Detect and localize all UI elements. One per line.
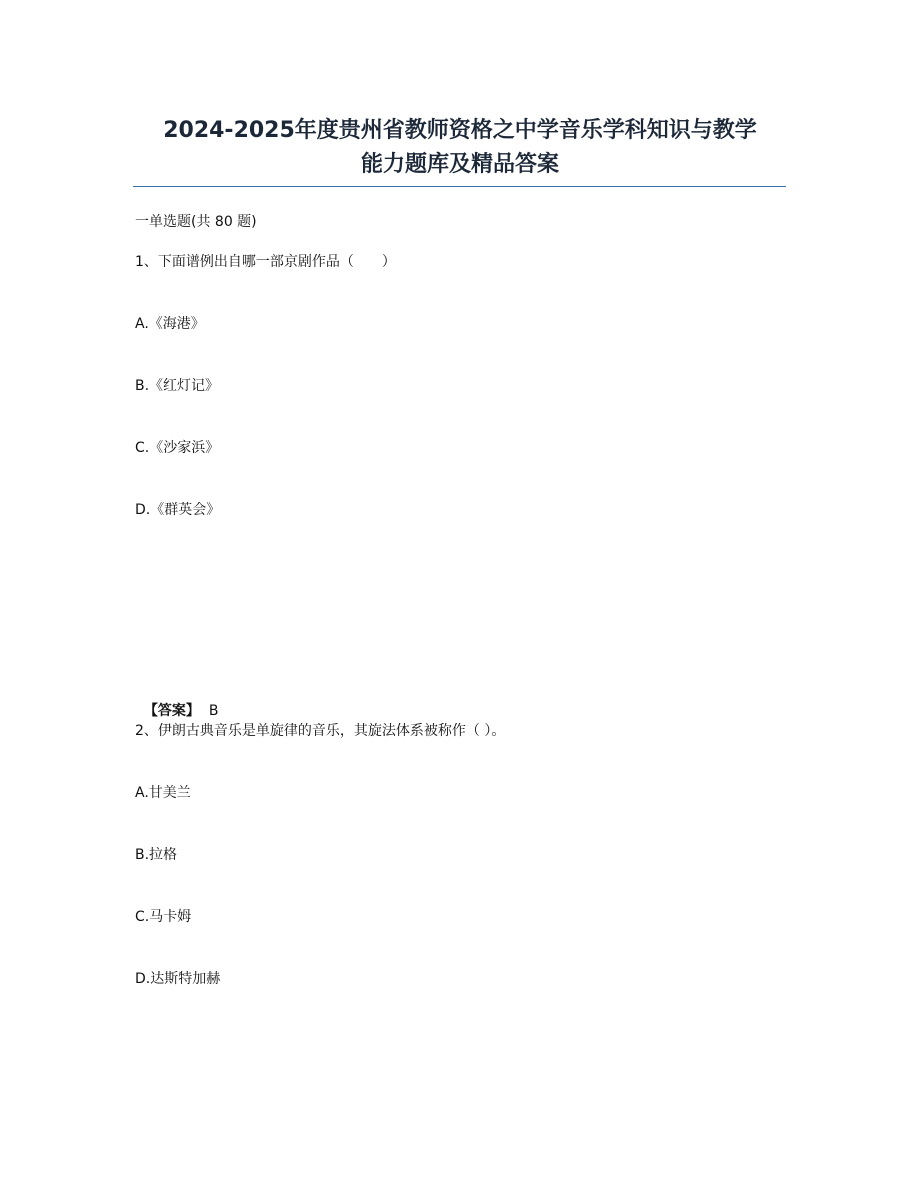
question-1-stem: 1、下面谱例出自哪一部京剧作品（ ） [135, 254, 396, 270]
question-2-stem: 2、伊朗古典音乐是单旋律的音乐，其旋法体系被称作（ ）。 [135, 723, 506, 739]
question-2-option-b: B.拉格 [135, 847, 178, 863]
question-2-option-d: D.达斯特加赫 [135, 971, 221, 987]
answer-value: B [208, 703, 219, 719]
question-1-option-a: A.《海港》 [135, 316, 205, 332]
answer-spacer [200, 703, 209, 719]
question-2-option-a: A.甘美兰 [135, 785, 191, 801]
question-1-option-d: D.《群英会》 [135, 502, 221, 518]
question-2-option-c: C.马卡姆 [135, 909, 192, 925]
title-divider [133, 186, 786, 187]
question-1-answer [135, 681, 218, 721]
question-1-option-b: B.《红灯记》 [135, 378, 220, 394]
document-title-line-1: 2024-2025年度贵州省教师资格之中学音乐学科知识与教学 [163, 118, 757, 143]
document-title-line-2: 能力题库及精品答案 [360, 152, 559, 177]
section-header: 一单选题(共 80 题) [135, 214, 257, 230]
question-1-option-c: C.《沙家浜》 [135, 440, 220, 456]
answer-label: 【答案】 [143, 703, 200, 719]
